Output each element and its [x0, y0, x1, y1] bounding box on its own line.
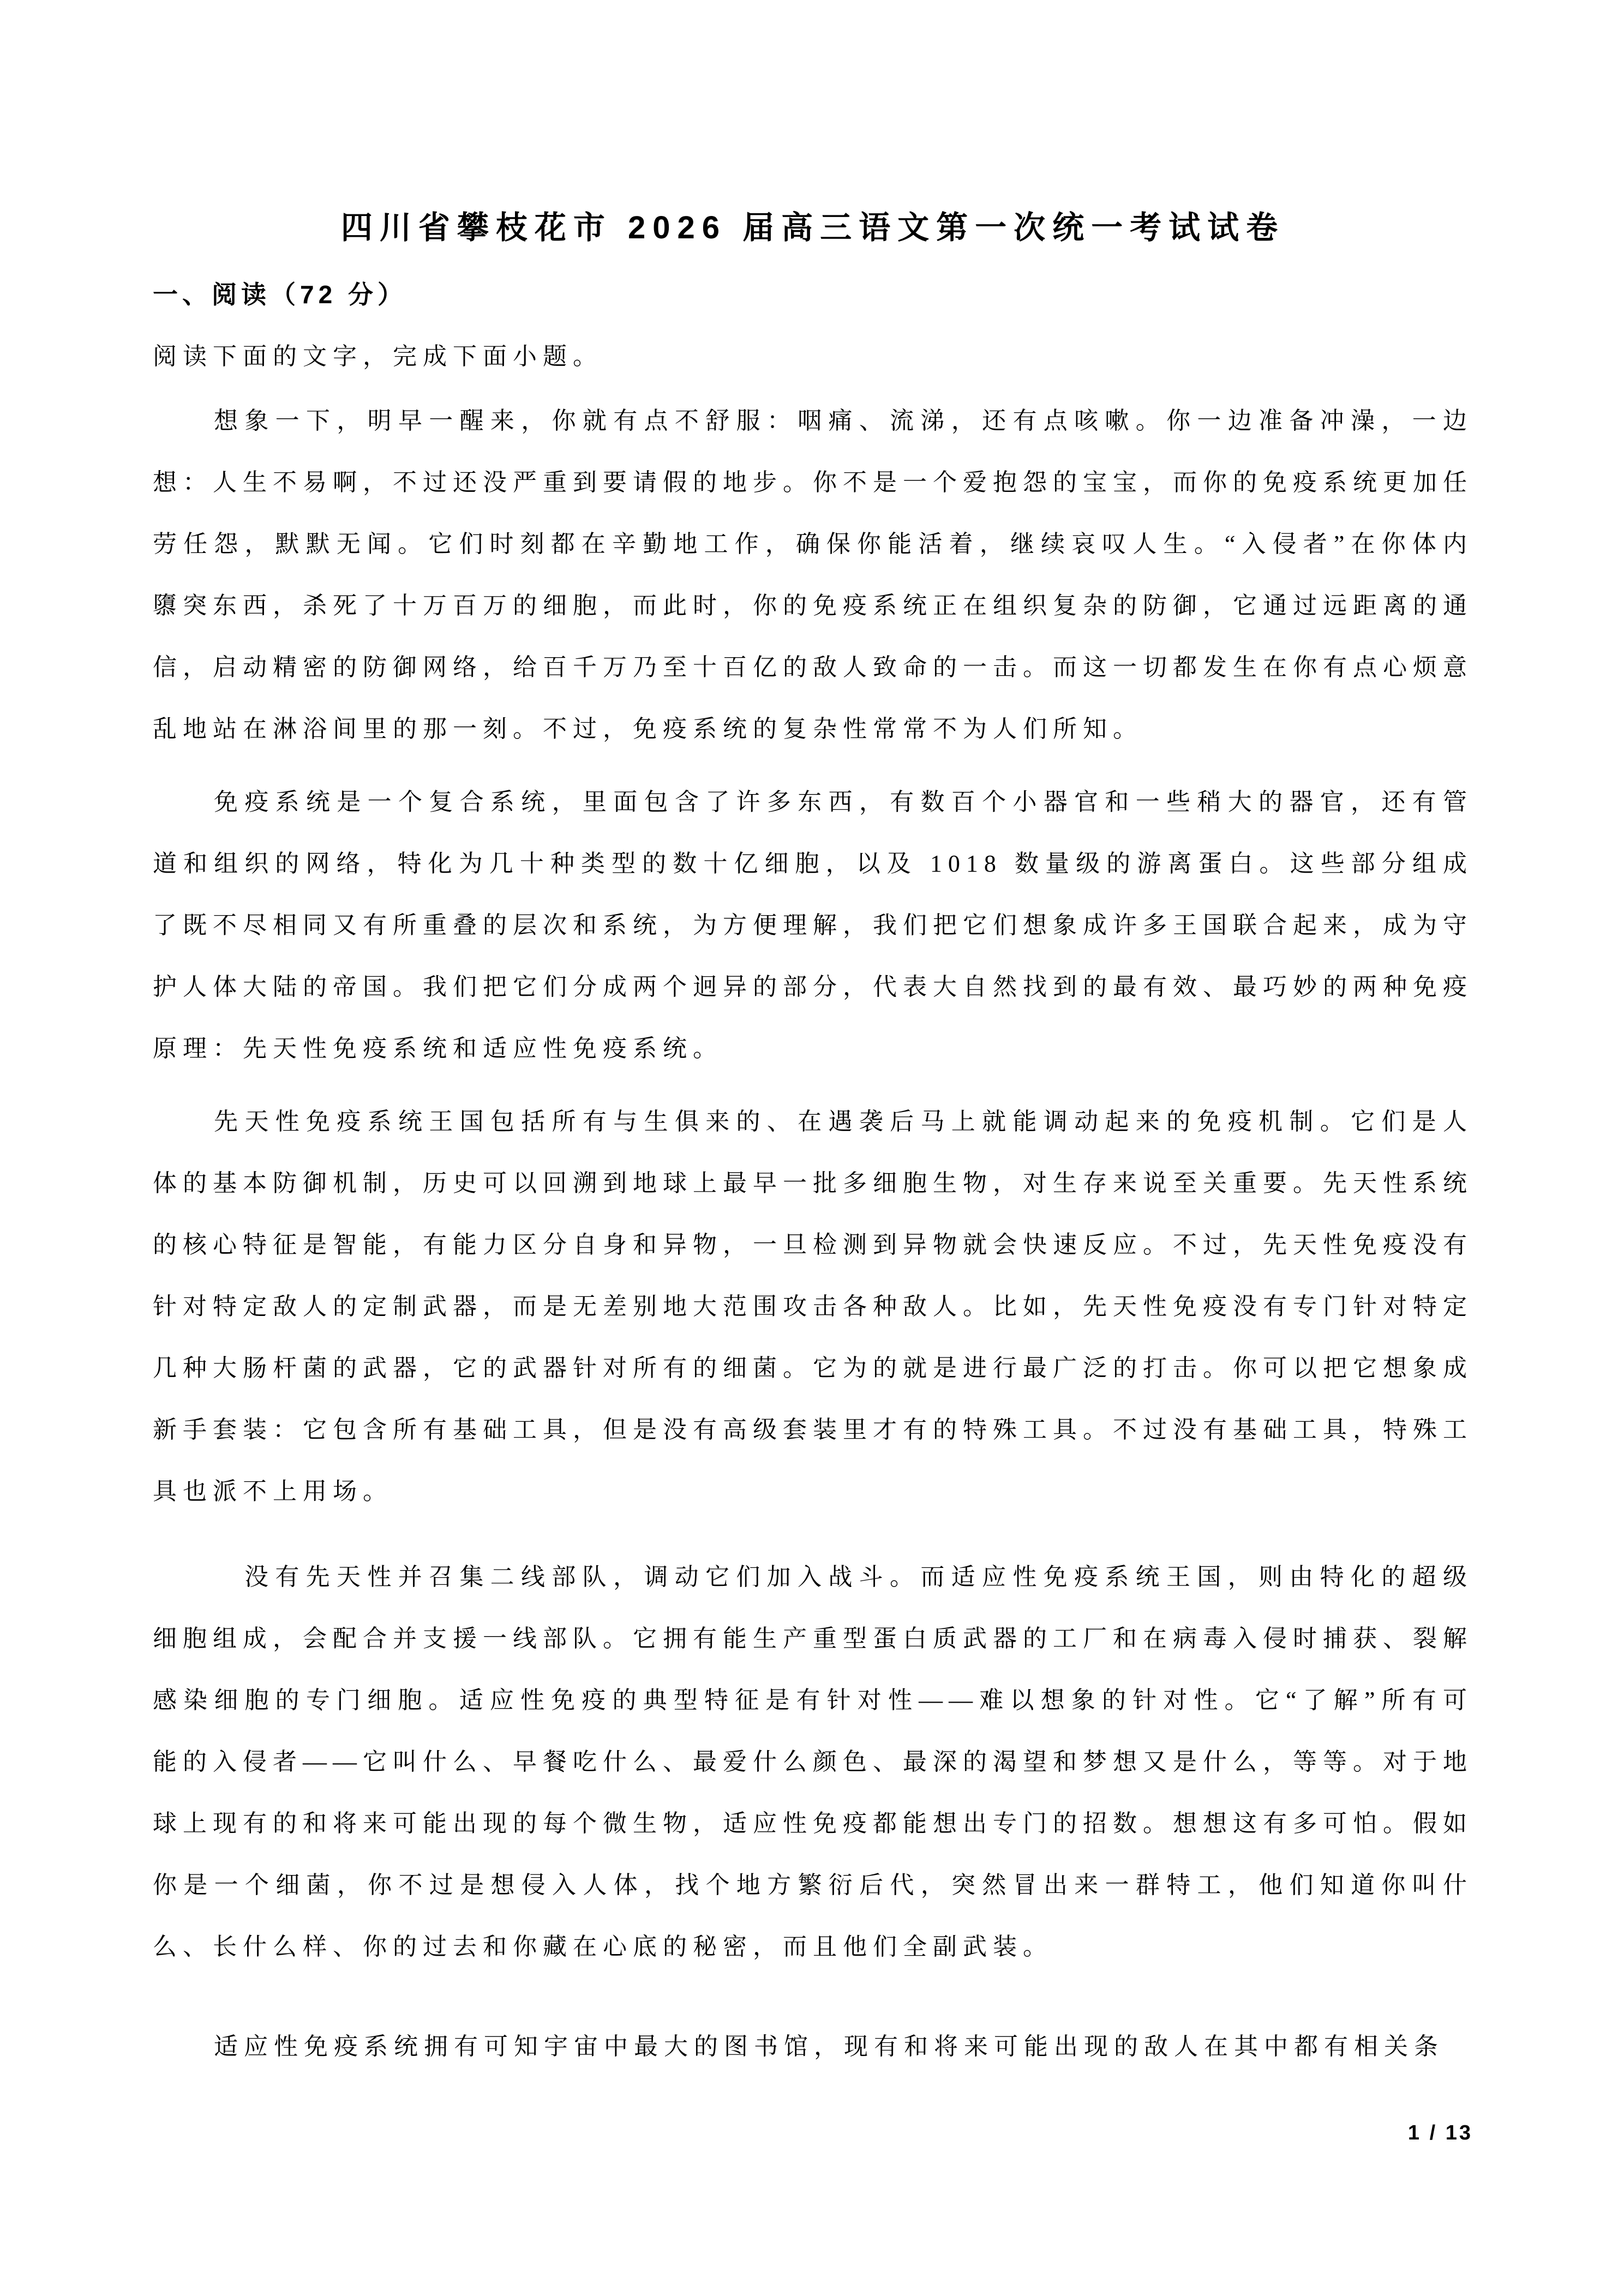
- page-title: 四川省攀枝花市 2026 届高三语文第一次统一考试试卷: [340, 210, 1285, 245]
- passage-paragraph-2: 免疫系统是一个复合系统，里面包含了许多东西，有数百个小器官和一些稍大的器官，还有管道和组织的网络，特化为几十种类型的数十亿细胞，以及 1018 数量级的游离蛋白。这些部分组成了既不尽相同又有所重叠的层次和系统，为方便理解，我们把它们想象成许多王国联合起来，成为守护人体大陆的帝国。我们把它们分成两个迥异的部分，代表大自然找到的最有效、最巧妙的两种免疫原理：先天性免疫系统和适应性免疫系统。: [153, 789, 1473, 1062]
- page-number-indicator: 1 / 13: [1407, 2121, 1473, 2144]
- reading-instruction: 阅读下面的文字，完成下面小题。: [153, 343, 603, 370]
- passage-paragraph-4: 没有先天性并召集二线部队，调动它们加入战斗。而适应性免疫系统王国，则由特化的超级细胞组成，会配合并支援一线部队。它拥有能生产重型蛋白质武器的工厂和在病毒入侵时捕获、裂解感染细胞的专门细胞。适应性免疫的典型特征是有针对性——难以想象的针对性。它“了解”所有可能的入侵者——它叫什么、早餐吃什么、最爱什么颜色、最深的渴望和梦想又是什么，等等。对于地球上现有的和将来可能出现的每个微生物，适应性免疫都能想出专门的招数。想想这有多可怕。假如你是一个细菌，你不过是想侵入人体，找个地方繁衍后代，突然冒出来一群特工，他们知道你叫什么、长什么样、你的过去和你藏在心底的秘密，而且他们全副武装。: [153, 1564, 1473, 1960]
- passage-paragraph-1: 想象一下，明早一醒来，你就有点不舒服：咽痛、流涕，还有点咳嗽。你一边准备冲澡，一边想：人生不易啊，不过还没严重到要请假的地步。你不是一个爱抱怨的宝宝，而你的免疫系统更加任劳任怨，默默无闻。它们时刻都在辛勤地工作，确保你能活着，继续哀叹人生。“入侵者”在你体内隳突东西，杀死了十万百万的细胞，而此时，你的免疫系统正在组织复杂的防御，它通过远距离的通信，启动精密的防御网络，给百千万乃至十百亿的敌人致命的一击。而这一切都发生在你有点心烦意乱地站在淋浴间里的那一刻。不过，免疫系统的复杂性常常不为人们所知。: [153, 407, 1473, 742]
- section-heading-reading: 一、阅读（72 分）: [153, 280, 407, 309]
- passage-paragraph-3: 先天性免疫系统王国包括所有与生俱来的、在遇袭后马上就能调动起来的免疫机制。它们是人体的基本防御机制，历史可以回溯到地球上最早一批多细胞生物，对生存来说至关重要。先天性系统的核心特征是智能，有能力区分自身和异物，一旦检测到异物就会快速反应。不过，先天性免疫没有针对特定敌人的定制武器，而是无差别地大范围攻击各种敌人。比如，先天性免疫没有专门针对特定几种大肠杆菌的武器，它的武器针对所有的细菌。它为的就是进行最广泛的打击。你可以把它想象成新手套装：它包含所有基础工具，但是没有高级套装里才有的特殊工具。不过没有基础工具，特殊工具也派不上用场。: [153, 1108, 1473, 1505]
- page-content: [153, 0, 1473, 2077]
- passage-paragraph-5: 适应性免疫系统拥有可知宇宙中最大的图书馆，现有和将来可能出现的敌人在其中都有相关条: [214, 2033, 1444, 2060]
